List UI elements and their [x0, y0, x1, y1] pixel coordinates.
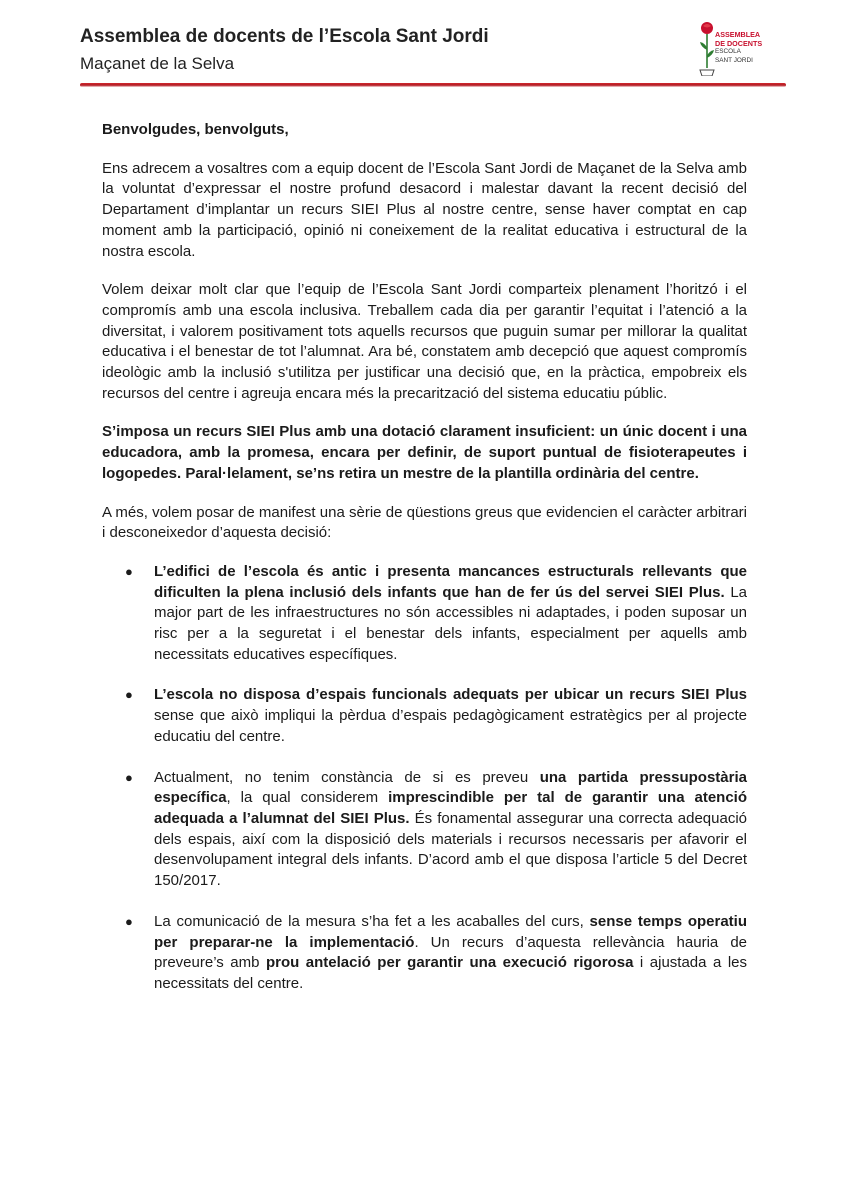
list-item-text: , la qual considerem	[226, 789, 389, 807]
list-item-text: La major part de les infraestructures no són accessibles ni adaptades, i poden suposar un risc per a la seguretat i el benestar dels infants, especialment per aquells amb necessitats educatives específiques.	[154, 583, 747, 663]
logo-line: SANT JORDI	[715, 56, 753, 64]
greeting: Benvolgudes, benvolguts,	[102, 121, 289, 138]
list-item-text: sense que això impliqui la pèrdua d’espais pedagògicament estratègics per al projecte educatiu del centre.	[154, 707, 747, 745]
logo-line: ASSEMBLEA	[715, 30, 761, 39]
list-item-text: La comunicació de la mesura s’ha fet a les acaballes del curs,	[154, 912, 590, 930]
rose-icon	[698, 20, 716, 76]
organization-location: Maçanet de la Selva	[80, 54, 235, 73]
list-item-emphasis: L’escola no disposa d’espais funcionals adequats per ubicar un recurs SIEI Plus	[154, 686, 747, 704]
list-item	[102, 912, 747, 995]
letterhead	[80, 26, 489, 74]
logo-text	[715, 31, 779, 65]
logo-line: ESCOLA	[715, 48, 741, 55]
list-item-text: És fonamental assegurar una correcta adequació dels espais, així com la disposició dels materials i recursos necessaris per afavorir el desenvolupament integral dels infants. D’acord amb el que disposa l’article 5 del Decret 150/2017.	[154, 809, 748, 890]
list-item-text: . Un recurs d’aquesta rellevància hauria de preveure’s amb	[154, 933, 747, 972]
bullet-icon: ●	[125, 913, 133, 929]
list-item-emphasis: L’edifici de l’escola és antic i presenta mancances estructurals rellevants que dificulten la plena inclusió dels infants que han de fer ús del servei SIEI Plus.	[154, 562, 747, 601]
paragraph: Volem deixar molt clar que l’equip de l’Escola Sant Jordi comparteix plenament l’horitzó i el compromís amb una escola inclusiva. Treballem cada dia per garantir l’equitat i l’atenció a la diversitat, i valorem positivament tots aquells recursos que puguin sumar per millorar la qualitat educativa i el benestar de tot l’alumnat. Ara bé, constatem amb decepció que aquest compromís ideològic amb la inclusió s'utilitza per justificar una decisió que, en la pràctica, empobreix els recursos del centre i agreuja encara més la precarització del sistema educatiu públic.	[102, 281, 747, 402]
list-item-emphasis: una partida pressupostària específica	[154, 768, 747, 807]
organization-logo	[698, 20, 778, 76]
issues-list	[102, 562, 747, 995]
list-item-emphasis: prou antelació per garantir una execució rigorosa	[265, 954, 634, 972]
header-divider	[80, 83, 786, 87]
logo-line: DE DOCENTS	[715, 38, 763, 48]
list-item-emphasis: imprescindible per tal de garantir una atenció adequada a l’alumnat del SIEI Plus.	[154, 789, 747, 827]
list-item-emphasis: sense temps operatiu per preparar-ne la implementació	[154, 912, 747, 951]
bullet-icon: ●	[125, 563, 133, 579]
letter-body	[102, 120, 747, 1015]
list-item	[102, 562, 747, 666]
list-item	[102, 685, 747, 747]
bullet-icon: ●	[125, 687, 133, 703]
list-item-text: Actualment, no tenim constància de si es preveu	[154, 768, 540, 786]
paragraph: A més, volem posar de manifest una sèrie de qüestions greus que evidencien el caràcter arbitrari i desconeixedor d’aquesta decisió:	[102, 503, 747, 542]
paragraph: Ens adrecem a vosaltres com a equip docent de l’Escola Sant Jordi de Maçanet de la Selva amb la voluntat d’expressar el nostre profund desacord i malestar davant la recent decisió del Departament d’implantar un recurs SIEI Plus al nostre centre, sense haver comptat en cap moment amb la participació, opinió ni coneixement de la realitat educativa i estructural de la nostra escola.	[102, 159, 747, 260]
list-item-text: i ajustada a les necessitats del centre.	[154, 954, 748, 992]
list-item	[102, 768, 747, 892]
paragraph-emphasis: S’imposa un recurs SIEI Plus amb una dotació clarament insuficient: un únic docent i una educadora, amb la promesa, encara per definir, de suport puntual de fisioterapeutes i logopedes. Paral·lelament, se’ns retira un mestre de la plantilla ordinària del centre.	[102, 423, 747, 482]
bullet-icon: ●	[125, 769, 133, 785]
organization-title: Assemblea de docents de l’Escola Sant Jordi	[80, 26, 489, 47]
